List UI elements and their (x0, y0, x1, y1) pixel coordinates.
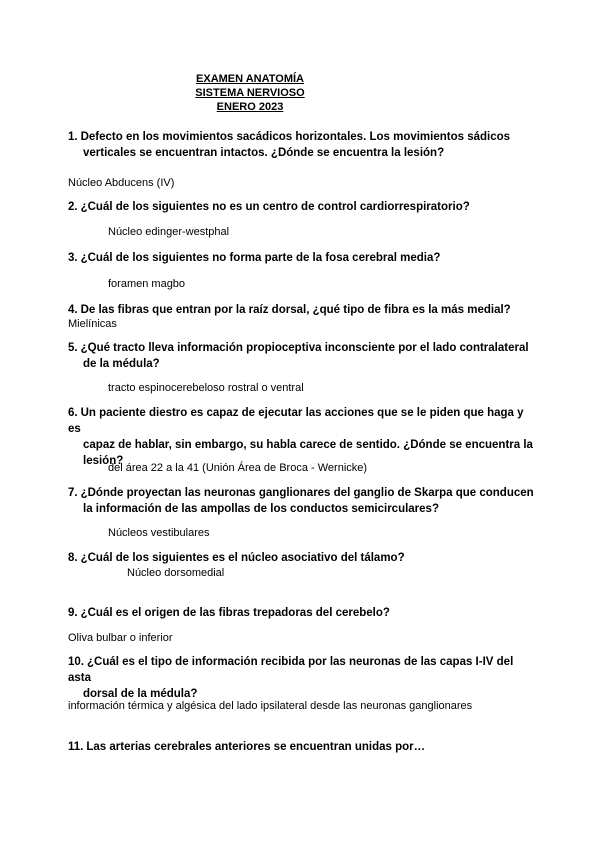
question-9 (68, 605, 538, 621)
question-text: de la médula? (83, 358, 160, 370)
answer-6: del área 22 a la 41 (Unión Área de Broca - Wernicke) (108, 462, 368, 474)
question-number: 1. (68, 131, 78, 143)
answer-1: Núcleo Abducens (IV) (68, 177, 175, 189)
question-number: 4. (68, 304, 78, 316)
question-text: De las fibras que entran por la raíz dorsal, ¿qué tipo de fibra es la más medial? (80, 304, 511, 316)
question-4 (68, 302, 538, 318)
question-2 (68, 199, 538, 215)
answer-7: Núcleos vestibulares (108, 527, 210, 539)
question-text: ¿Qué tracto lleva información propioceptiva inconsciente por el lado contralateral (80, 342, 529, 354)
answer-5: tracto espinocerebeloso rostral o ventral (108, 382, 304, 394)
question-6 (68, 405, 538, 469)
answer-2: Núcleo edinger-westphal (108, 226, 230, 238)
question-number: 9. (68, 607, 78, 619)
question-text: ¿Cuál de los siguientes es el núcleo asociativo del tálamo? (80, 552, 405, 564)
question-11 (68, 739, 538, 755)
question-10 (68, 654, 538, 702)
question-number: 10. (68, 656, 84, 668)
question-text: ¿Cuál es el tipo de información recibida por las neuronas de las capas I-IV del asta (68, 656, 514, 684)
answer-10: información térmica y algésica del lado ipsilateral desde las neuronas ganglionares (68, 700, 473, 712)
question-text: capaz de hablar, sin embargo, su habla carece de sentido. ¿Dónde se encuentra la (83, 439, 533, 451)
question-5 (68, 340, 538, 372)
question-8 (68, 550, 538, 566)
question-text: dorsal de la médula? (83, 688, 198, 700)
exam-date: ENERO 2023 (216, 101, 284, 113)
question-number: 5. (68, 342, 78, 354)
answer-8: Núcleo dorsomedial (127, 567, 225, 579)
exam-title: EXAMEN ANATOMÍA (196, 73, 304, 85)
answer-4: Mielínicas (68, 318, 117, 330)
question-number: 11. (68, 741, 84, 753)
question-number: 2. (68, 201, 78, 213)
question-text: ¿Cuál es el origen de las fibras trepadoras del cerebelo? (80, 607, 390, 619)
question-text: Un paciente diestro es capaz de ejecutar las acciones que se le piden que haga y es (68, 407, 524, 435)
question-number: 6. (68, 407, 78, 419)
question-text: la información de las ampollas de los conductos semicirculares? (83, 503, 439, 515)
question-text: verticales se encuentran intactos. ¿Dónde se encuentra la lesión? (83, 147, 445, 159)
question-text: ¿Cuál de los siguientes no forma parte de la fosa cerebral media? (80, 252, 441, 264)
exam-header (190, 72, 310, 114)
question-7 (68, 485, 538, 517)
question-text: Las arterias cerebrales anteriores se encuentran unidas por… (86, 741, 426, 753)
exam-subject: SISTEMA NERVIOSO (195, 87, 305, 99)
question-number: 3. (68, 252, 78, 264)
question-text: ¿Cuál de los siguientes no es un centro de control cardiorrespiratorio? (80, 201, 470, 213)
question-text: Defecto en los movimientos sacádicos horizontales. Los movimientos sádicos (80, 131, 511, 143)
question-1 (68, 129, 538, 161)
answer-9: Oliva bulbar o inferior (68, 632, 173, 644)
question-3 (68, 250, 538, 266)
question-number: 7. (68, 487, 78, 499)
answer-3: foramen magbo (108, 278, 186, 290)
question-text: ¿Dónde proyectan las neuronas ganglionares del ganglio de Skarpa que conducen (80, 487, 534, 499)
question-number: 8. (68, 552, 78, 564)
question-text: lesión? (83, 455, 124, 467)
